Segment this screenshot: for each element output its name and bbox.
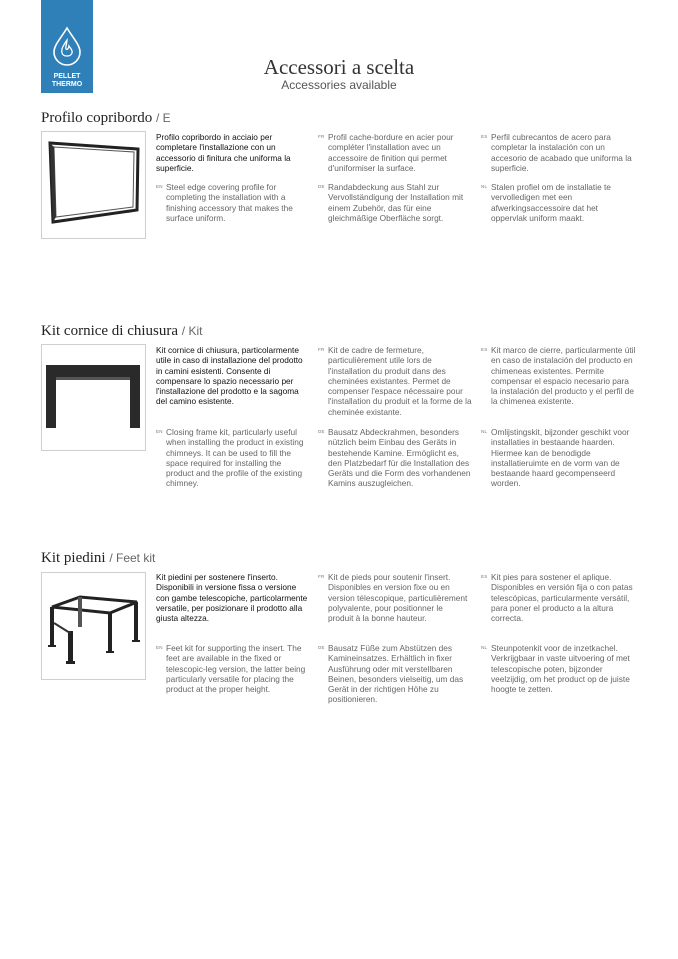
badge-line-1: PELLET: [53, 73, 81, 80]
spanish-text: Perfil cubrecantos de acero para completar la instalación con un accesorio de acabado que uniforma la superficie.: [491, 132, 632, 173]
section-title-edge-profile: Profilo copribordo / E: [41, 110, 171, 126]
page-title: Accessori a scelta: [263, 55, 415, 79]
section-title-text: Kit piedini: [41, 550, 106, 566]
german-text: Bausatz Füße zum Abstützen des Kamineinsatzes. Erhältlich in fixer Ausführung oder mit verstellbaren Beinen, besonders vielseitig, um das Gerät in der richtigen Höhe zu positionieren.: [328, 643, 464, 705]
text-it: [156, 132, 308, 173]
section-title-text: Profilo copribordo: [41, 110, 153, 126]
section-subtitle: Feet kit: [116, 551, 156, 565]
text-de: [318, 427, 473, 489]
product-image-feet-kit: [41, 572, 146, 680]
german-text: Bausatz Abdeckrahmen, besonders nützlich beim Einbau des Geräts in bestehende Kamine. Ermöglicht es, den Platzbedarf für die Installation des Geräts und die Form des vorhandenen Kamins auszugleichen.: [328, 427, 471, 489]
lang-tag: NL: [481, 429, 488, 434]
text-es: [481, 132, 636, 173]
section-subtitle: Kit: [188, 324, 203, 338]
page-subtitle: Accessories available: [281, 78, 397, 92]
lang-tag: ES: [481, 574, 488, 579]
section-title-closing-frame: Kit cornice di chiusura / Kit: [41, 323, 203, 339]
text-nl: [481, 643, 636, 694]
lang-tag: FR: [318, 347, 325, 352]
english-text: Steel edge covering profile for completing the installation with a finishing accessory that makes the surface uniform.: [166, 182, 293, 223]
text-en: [156, 182, 308, 223]
italian-text: Kit piedini per sostenere l'inserto. Disponibili in versione fissa o versione con gambe telescopiche, particolarmente versatile, per posizionare il prodotto alla giusta altezza.: [156, 572, 308, 624]
spanish-text: Kit marco de cierre, particularmente útil en caso de instalación del producto en chimeneas existentes. Permite compensar el espacio necesario para la instalación del producto y el perfil de la chimenea existente.: [491, 345, 636, 407]
section-title-feet-kit: Kit piedini / Feet kit: [41, 550, 156, 566]
lang-tag: ES: [481, 134, 488, 139]
text-fr: [318, 572, 470, 623]
dutch-text: Steunpotenkit voor de inzetkachel. Verkrijgbaar in vaste uitvoering of met telescopische poten, bijzonder veelzijdig, om het product op de juiste hoogte te zetten.: [491, 643, 630, 695]
text-nl: [481, 427, 636, 489]
lang-tag: DE: [318, 429, 325, 434]
badge-line-2: THERMO: [51, 81, 83, 88]
french-text: Profil cache-bordure en acier pour compléter l'installation avec un accessoire de finition qui permet d'uniformiser la surface.: [328, 132, 454, 173]
text-de: [318, 182, 470, 223]
french-text: Kit de pieds pour soutenir l'insert. Disponibles en version fixe ou en version télescopique, particulièrement polyvalente, pour positionner le produit à la bonne hauteur.: [328, 572, 468, 624]
lang-tag: NL: [481, 645, 488, 650]
text-it: [156, 572, 308, 623]
dutch-text: Omlijstingskit, bijzonder geschikt voor installaties in bestaande haarden. Hiermee kan de benodigde installatieruimte en de vorm van de bestaande haard gecompenseerd worden.: [491, 427, 630, 489]
english-text: Closing frame kit, particularly useful when installing the product in existing chimneys. It can be used to fill the space required for installing the product and the profile of the existing chimney.: [166, 427, 304, 489]
text-it: [156, 345, 311, 407]
spanish-text: Kit pies para sostener el aplique. Disponibles en versión fija o con patas telescópicas, particularmente versátil, para poner el producto a la altura correcta.: [491, 572, 633, 624]
text-en: [156, 643, 308, 694]
section-subtitle: E: [162, 111, 171, 125]
text-es: [481, 572, 636, 623]
text-fr: [318, 345, 473, 417]
italian-text: Profilo copribordo in acciaio per completare l'installazione con un accessorio di finitura che uniforma la superficie.: [156, 132, 291, 173]
text-fr: [318, 132, 470, 173]
text-es: [481, 345, 636, 407]
french-text: Kit de cadre de fermeture, particulièrement utile lors de l'installation du produit dans des cheminées existantes. Permet de compenser l'espace nécessaire pour l'installation du produit et la forme de la cheminée existante.: [328, 345, 472, 417]
lang-tag: ES: [481, 347, 488, 352]
german-text: Randabdeckung aus Stahl zur Vervollständigung der Installation mit einem Zubehör, das für eine gleichmäßige Oberfläche sorgt.: [328, 182, 464, 223]
lang-tag: NL: [481, 184, 488, 189]
lang-tag: EN: [156, 429, 163, 434]
text-de: [318, 643, 470, 705]
english-text: Feet kit for supporting the insert. The feet are available in the fixed or telescopic-leg version, the latter being particularly versatile for placing the product at the proper height.: [166, 643, 306, 695]
text-nl: [481, 182, 636, 223]
text-en: [156, 427, 308, 489]
product-image-closing-frame: [41, 344, 146, 451]
lang-tag: EN: [156, 184, 163, 189]
lang-tag: DE: [318, 184, 325, 189]
section-title-text: Kit cornice di chiusura: [41, 323, 179, 339]
lang-tag: EN: [156, 645, 163, 650]
italian-text: Kit cornice di chiusura, particolarmente utile in caso di installazione del prodotto in camini esistenti. Consente di compensare lo spazio necessario per l'installazione del prodotto e la sagoma del camino esistente.: [156, 345, 303, 407]
lang-tag: FR: [318, 134, 325, 139]
lang-tag: FR: [318, 574, 325, 579]
product-image-edge-profile: [41, 131, 146, 239]
dutch-text: Stalen profiel om de installatie te vervolledigen met een afwerkingsaccessoire dat het oppervlak uniform maakt.: [491, 182, 611, 223]
lang-tag: DE: [318, 645, 325, 650]
